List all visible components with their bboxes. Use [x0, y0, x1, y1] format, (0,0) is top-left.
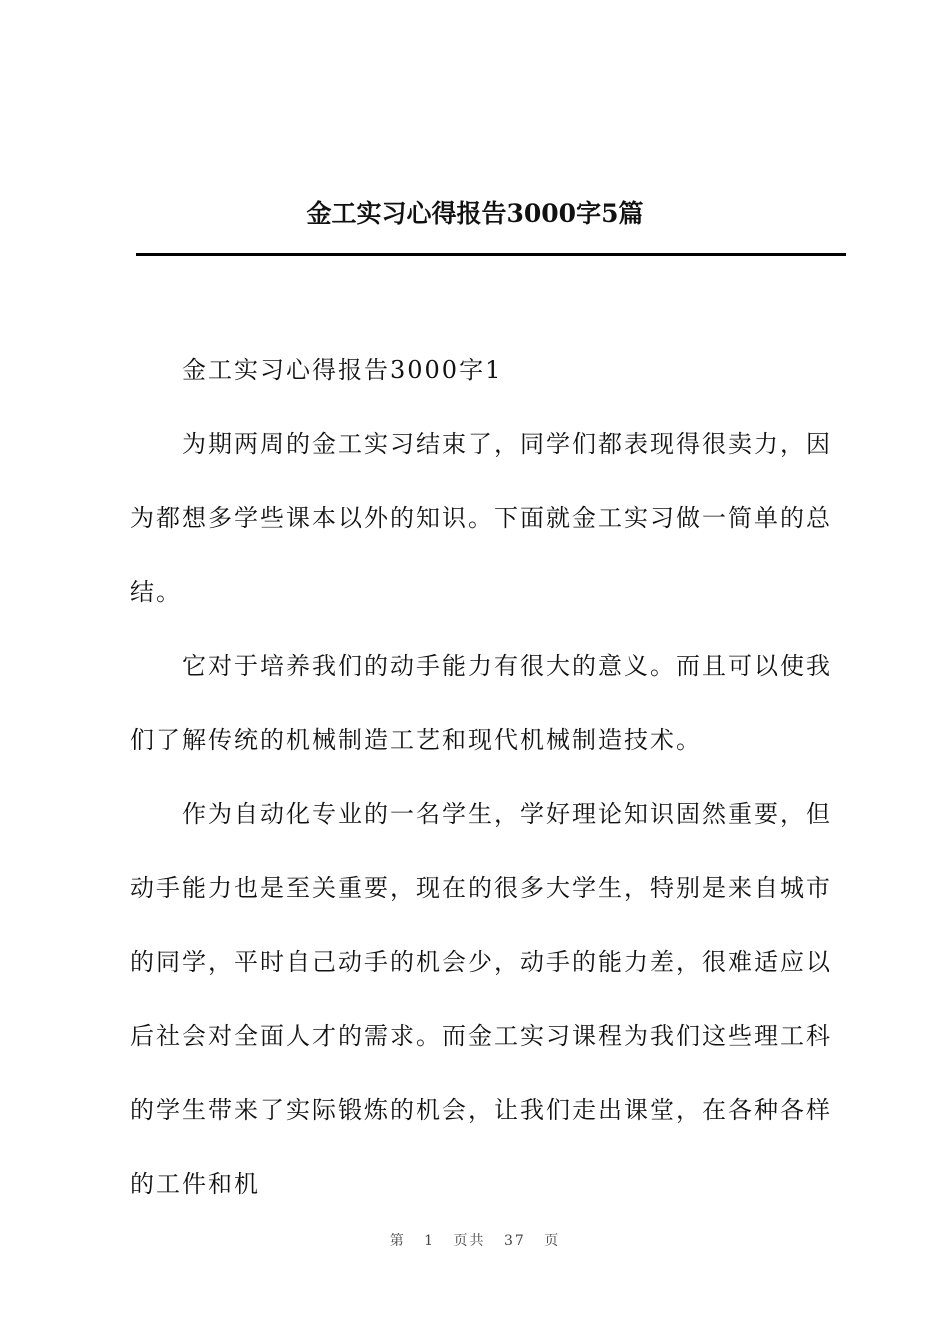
page-footer — [0, 1230, 950, 1250]
footer-total-pages: 37 — [504, 1233, 526, 1249]
paragraph-3: 作为自动化专业的一名学生，学好理论知识固然重要，但动手能力也是至关重要，现在的很多大学生，特别是来自城市的同学，平时自己动手的机会少，动手的能力差，很难适应以后社会对全面人才的需求。而金工实习课程为我们这些理工科的学生带来了实际锻炼的机会，让我们走出课堂，在各种各样的工件和机 — [130, 800, 832, 1198]
footer-prefix: 第 — [389, 1233, 406, 1249]
footer-current-page: 1 — [424, 1233, 436, 1249]
paragraph-1: 为期两周的金工实习结束了，同学们都表现得很卖力，因为都想多学些课本以外的知识。下面就金工实习做一简单的总结。 — [130, 430, 832, 606]
footer-middle: 页共 — [453, 1233, 486, 1249]
footer-suffix: 页 — [544, 1233, 561, 1249]
title-underline — [136, 253, 846, 256]
document-title: 金工实习心得报告3000字5篇 — [306, 199, 644, 228]
section-heading: 金工实习心得报告3000字1 — [182, 356, 503, 384]
paragraph-2: 它对于培养我们的动手能力有很大的意义。而且可以使我们了解传统的机械制造工艺和现代机械制造技术。 — [130, 652, 832, 754]
